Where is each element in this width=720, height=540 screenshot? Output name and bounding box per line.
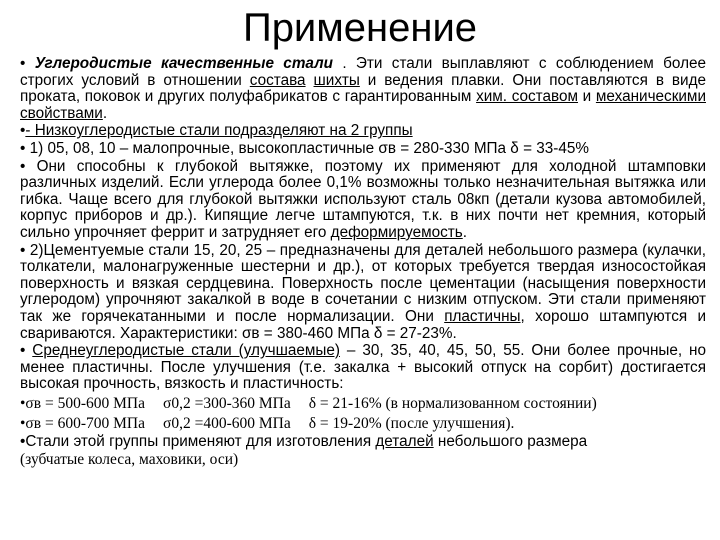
slide-title: Применение: [242, 6, 478, 50]
paragraph-medium-carbon: [20, 343, 706, 393]
text: .: [462, 223, 467, 241]
link-low-carbon-groups[interactable]: - Низкоуглеродистые стали подразделяют на 2 группы: [25, 122, 413, 140]
text: •: [20, 342, 33, 360]
link-medium-carbon[interactable]: Среднеуглеродистые стали (улучшаемые): [32, 342, 340, 360]
yield-strength: σ0,2 =400-600 МПа: [162, 414, 291, 432]
paragraph-group-1: • 1) 05, 08, 10 – малопрочные, высокопластичные σв = 280-330 МПа δ = 33-45%: [20, 139, 589, 157]
text: •Стали этой группы применяют для изготовления: [20, 432, 376, 450]
paragraph-low-carbon: [20, 123, 706, 140]
text: , хорошо штампуются и свариваются. Характеристики: σв = 380-460 МПа δ = 27-23%.: [20, 307, 706, 342]
text: и ведения плавки. Они поставляются в виде проката, поковок и других полуфабрикатов с гарантированным: [20, 71, 707, 106]
text: . Эти стали выплавляют с соблюдением более строгих условий в отношении: [20, 55, 707, 89]
tensile-strength: •σв = 500-600 МПа: [20, 394, 145, 412]
text: • Они способны к глубокой вытяжке, поэтому их применяют для холодной штамповки различных изделий. Если углерода более 0,1% возможны только незначительная вытяжка или гибка. Чаще всего для глубокой вытяжки используют сталь 08кп (детали кузова автомобилей, корпус приборов и др.). Кипящие легче штампуются, т.к. в них почти нет кремния, который сильно упрочняет феррит и затрудняет его: [20, 157, 706, 241]
link-sostava[interactable]: состава: [249, 71, 306, 89]
elongation: δ = 21-16% (в нормализованном состоянии): [308, 394, 597, 412]
paragraph-deep-drawing: [20, 159, 706, 242]
text: • 2)Цементуемые стали 15, 20, 25 – предназначены для деталей небольшого размера (кулачки, толкатели, малонагруженные шестерни и др.), от которых требуется твердая износостойкая поверхность и вязкая сердцевина. Поверхность после цементации (насыщения поверхности углеродом) упрочняют закалкой в воде в сочетании с низким отпуском. Эти стали применяют так же горячекатанными и после нормализации. Они: [20, 241, 706, 325]
quality-steels-heading: Углеродистые качественные стали: [34, 55, 333, 72]
text: .: [102, 104, 108, 122]
link-deformability[interactable]: деформируемость: [330, 223, 463, 241]
text: и: [578, 88, 596, 106]
paragraph-carburized: [20, 243, 706, 343]
text: (зубчатые колеса, маховики, оси): [20, 451, 239, 469]
link-chem-composition[interactable]: хим. составом: [476, 88, 579, 106]
paragraph-quality-steels: [20, 56, 706, 122]
properties-improved: [20, 414, 706, 433]
slide-body: [20, 56, 706, 470]
text: [306, 72, 314, 89]
bullet: •: [20, 122, 26, 140]
paragraph-applications: [20, 434, 706, 470]
yield-strength: σ0,2 =300-360 МПа: [162, 394, 291, 412]
properties-normalized: [20, 394, 706, 413]
link-plastic[interactable]: пластичны: [444, 307, 521, 325]
text: небольшого размера: [433, 432, 588, 450]
text: – 30, 35, 40, 45, 50, 55. Они более прочные, но менее пластичны. После улучшения (т.е. закалка + высокий отпуск на сорбит) достигается высокая прочность, вязкость и пластичность:: [20, 342, 707, 393]
link-shikhty[interactable]: шихты: [313, 71, 360, 89]
tensile-strength: •σв = 600-700 МПа: [20, 414, 145, 432]
bullet: •: [20, 55, 26, 72]
elongation: δ = 19-20% (после улучшения).: [308, 414, 515, 432]
link-mechanical-properties[interactable]: механическими свойствами: [20, 88, 706, 122]
link-details[interactable]: деталей: [375, 432, 434, 450]
